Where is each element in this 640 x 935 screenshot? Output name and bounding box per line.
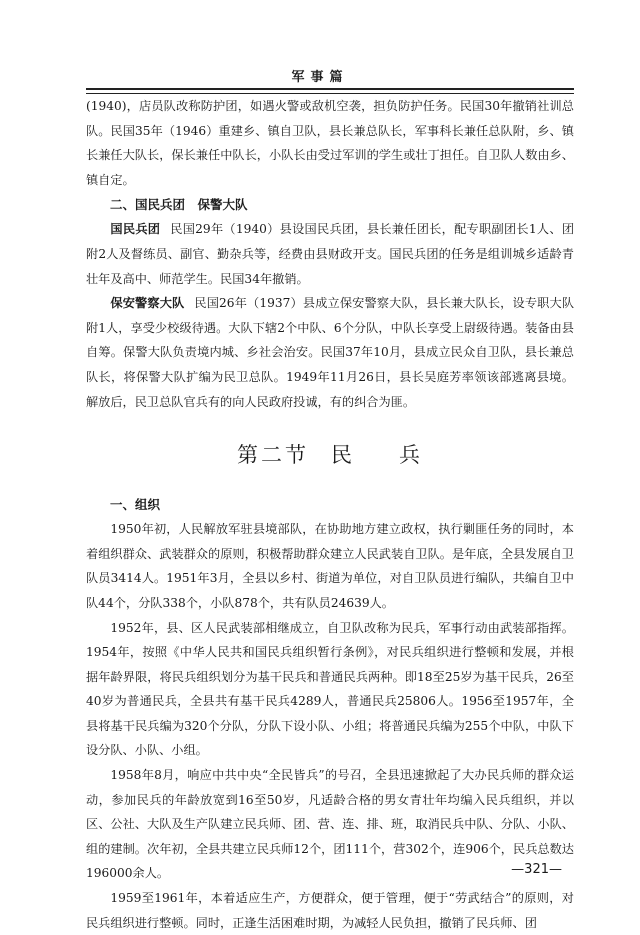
guominbingtuan-paragraph <box>86 217 574 291</box>
organization-paragraph: 1950年初，人民解放军驻县境部队，在协助地方建立政权，执行剿匪任务的同时，本着组织群众、武装群众的原则，积极帮助群众建立人民武装自卫队。是年底，全县发展自卫队员3414人。1951年3月，全县以乡村、街道为单位，对自卫队员进行编队，共编自卫中队44个，分队338个，小队878个，共有队员24639人。 <box>86 522 574 610</box>
section-title <box>86 440 574 470</box>
continuation-paragraph: (1940)，店员队改称防护团，如遇火警或敌机空袭，担负防护任务。民国30年撤销社训总队。民国35年（1946）重建乡、镇自卫队，县长兼总队长，军事科长兼任总队附，乡、镇长兼任大队长，保长兼任中队长，小队长由受过军训的学生或壮丁担任。自卫队人数由乡、镇自定。 <box>86 99 574 187</box>
subsection-heading-organization: 一、组织 <box>110 497 161 513</box>
page-number: —321— <box>511 862 562 877</box>
term-guominbingtuan: 国民兵团 <box>110 222 161 237</box>
baoan-text: 民国26年（1937）县成立保安警察大队，县长兼大队长，设专职大队附1人，享受少校级待遇。大队下辖2个中队、6个分队，中队长享受上尉级待遇。装备由县自筹。保警大队负责境内城、乡社会治安。民国37年10月，县成立民众自卫队，县长兼总队长，将保警大队扩编为民卫总队。1949年11月26日，县长吴庭芳率领该部逃离县境。解放后，民卫总队官兵有的向人民政府投诚，有的纠合为匪。 <box>86 296 575 409</box>
organization-paragraph: 1959至1961年，本着适应生产，方便群众，便于管理，便于“劳武结合”的原则，对民兵组织进行整顿。同时，正逢生活困难时期，为减轻人民负担，撤销了民兵师、团 <box>86 891 574 930</box>
section-word-1: 民 <box>331 443 355 468</box>
guominbingtuan-text: 民国29年（1940）县设国民兵团，县长兼任团长，配专职副团长1人、团附2人及督练员、副官、勤杂兵等，经费由县财政开支。国民兵团的任务是组训城乡适龄青壮年及高中、师范学生。民国34年撤销。 <box>86 222 575 286</box>
organization-paragraph: 1958年8月，响应中共中央“全民皆兵”的号召，全县迅速掀起了大办民兵师的群众运动，参加民兵的年龄放宽到16至50岁，凡适龄合格的男女青壮年均编入民兵组织，并以区、公社、大队及生产队建立民兵师、团、营、连、排、班，取消民兵中队、分队、小队、组的建制。次年初，全县共建立民兵师12个，团111个，营302个，连906个，民兵总数达196000余人。 <box>86 768 574 881</box>
baoan-paragraph <box>86 291 574 414</box>
section-number: 第二节 <box>237 443 309 468</box>
running-header: 军事篇 <box>291 70 349 85</box>
subsection-heading-guominbingtuan: 二、国民兵团 保警大队 <box>110 197 248 213</box>
section-word-2: 兵 <box>399 443 423 468</box>
term-baoan: 保安警察大队 <box>110 296 185 311</box>
page-content <box>86 94 574 935</box>
organization-paragraph: 1952年，县、区人民武装部相继成立，自卫队改称为民兵，军事行动由武装部指挥。1954年，按照《中华人民共和国民兵组织暂行条例》，对民兵组织进行整顿和发展，并根据年龄界限，将民兵组织划分为基干民兵和普通民兵两种。即18至25岁为基干民兵，26至40岁为普通民兵，全县共有基干民兵4289人，普通民兵25806人。1956至1957年，全县将基干民兵编为320个分队，分队下设小队、小组；将普通民兵编为255个中队，中队下设分队、小队、小组。 <box>86 620 574 758</box>
